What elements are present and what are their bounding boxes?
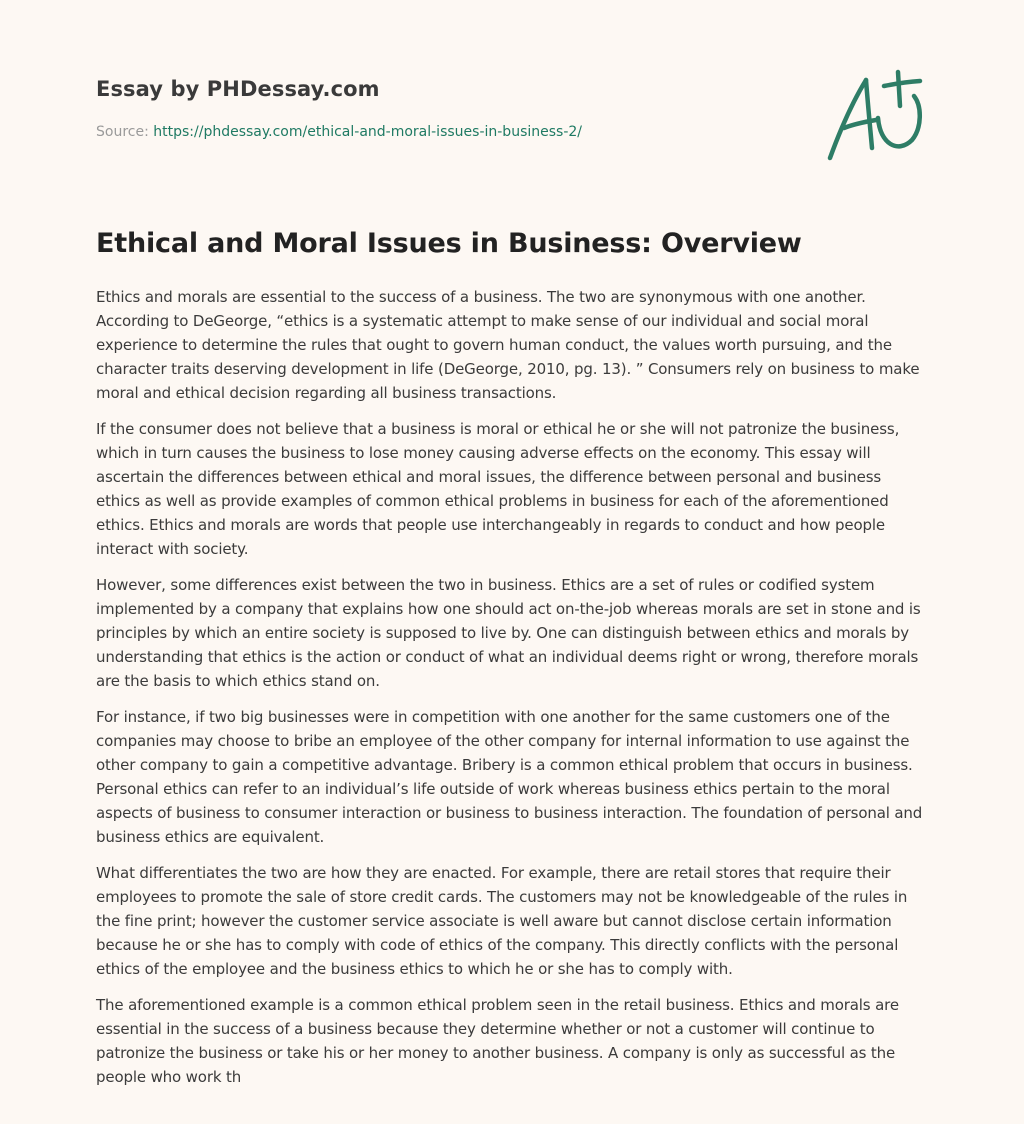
essay-body: [96, 285, 928, 1101]
source-line: [96, 122, 796, 142]
essay-title: Ethical and Moral Issues in Business: Overview: [96, 228, 802, 259]
source-link[interactable]: https://phdessay.com/ethical-and-moral-issues-in-business-2/: [153, 124, 583, 140]
essay-paragraph: The aforementioned example is a common ethical problem seen in the retail business. Ethics and morals are essential in the success of a business because they determine whether or not a customer will continue to patronize the business or take his or her money to another business. A company is only as successful as the people who work th: [96, 996, 899, 1086]
a-plus-grade-icon: [820, 66, 930, 166]
source-label: Source:: [96, 124, 154, 140]
essay-paragraph: However, some differences exist between the two in business. Ethics are a set of rules or codified system implemented by a company that explains how one should act on-the-job whereas morals are set in stone and is principles by which an entire society is supposed to live by. One can distinguish between ethics and morals by understanding that ethics is the action or conduct of what an individual deems right or wrong, therefore morals are the basis to which ethics stand on.: [96, 576, 921, 690]
essay-paragraph: For instance, if two big businesses were in competition with one another for the same customers one of the companies may choose to bribe an employee of the other company for internal information to use against the other company to gain a competitive advantage. Bribery is a common ethical problem that occurs in business. Personal ethics can refer to an individual’s life outside of work whereas business ethics pertain to the moral aspects of business to consumer interaction or business to business interaction. The foundation of personal and business ethics are equivalent.: [96, 708, 923, 846]
essay-paragraph: If the consumer does not believe that a business is moral or ethical he or she will not patronize the business, which in turn causes the business to lose money causing adverse effects on the economy. This essay will ascertain the differences between ethical and moral issues, the difference between personal and business ethics as well as provide examples of common ethical problems in business for each of the aforementioned ethics. Ethics and morals are words that people use interchangeably in regards to conduct and how people interact with society.: [96, 420, 900, 558]
site-brand: Essay by PHDessay.com: [96, 77, 380, 101]
essay-paragraph: What differentiates the two are how they are enacted. For example, there are retail stores that require their employees to promote the sale of store credit cards. The customers may not be knowledgeable of the rules in the fine print; however the customer service associate is well aware but cannot disclose certain information because he or she has to comply with code of ethics of the company. This directly conflicts with the personal ethics of the employee and the business ethics to which he or she has to comply with.: [96, 864, 908, 978]
essay-header: [96, 74, 796, 142]
essay-paragraph: Ethics and morals are essential to the success of a business. The two are synonymous with one another. According to DeGeorge, “ethics is a systematic attempt to make sense of our individual and social moral experience to determine the rules that ought to govern human conduct, the values worth pursuing, and the character traits deserving development in life (DeGeorge, 2010, pg. 13). ” Consumers rely on business to make moral and ethical decision regarding all business transactions.: [96, 288, 920, 402]
